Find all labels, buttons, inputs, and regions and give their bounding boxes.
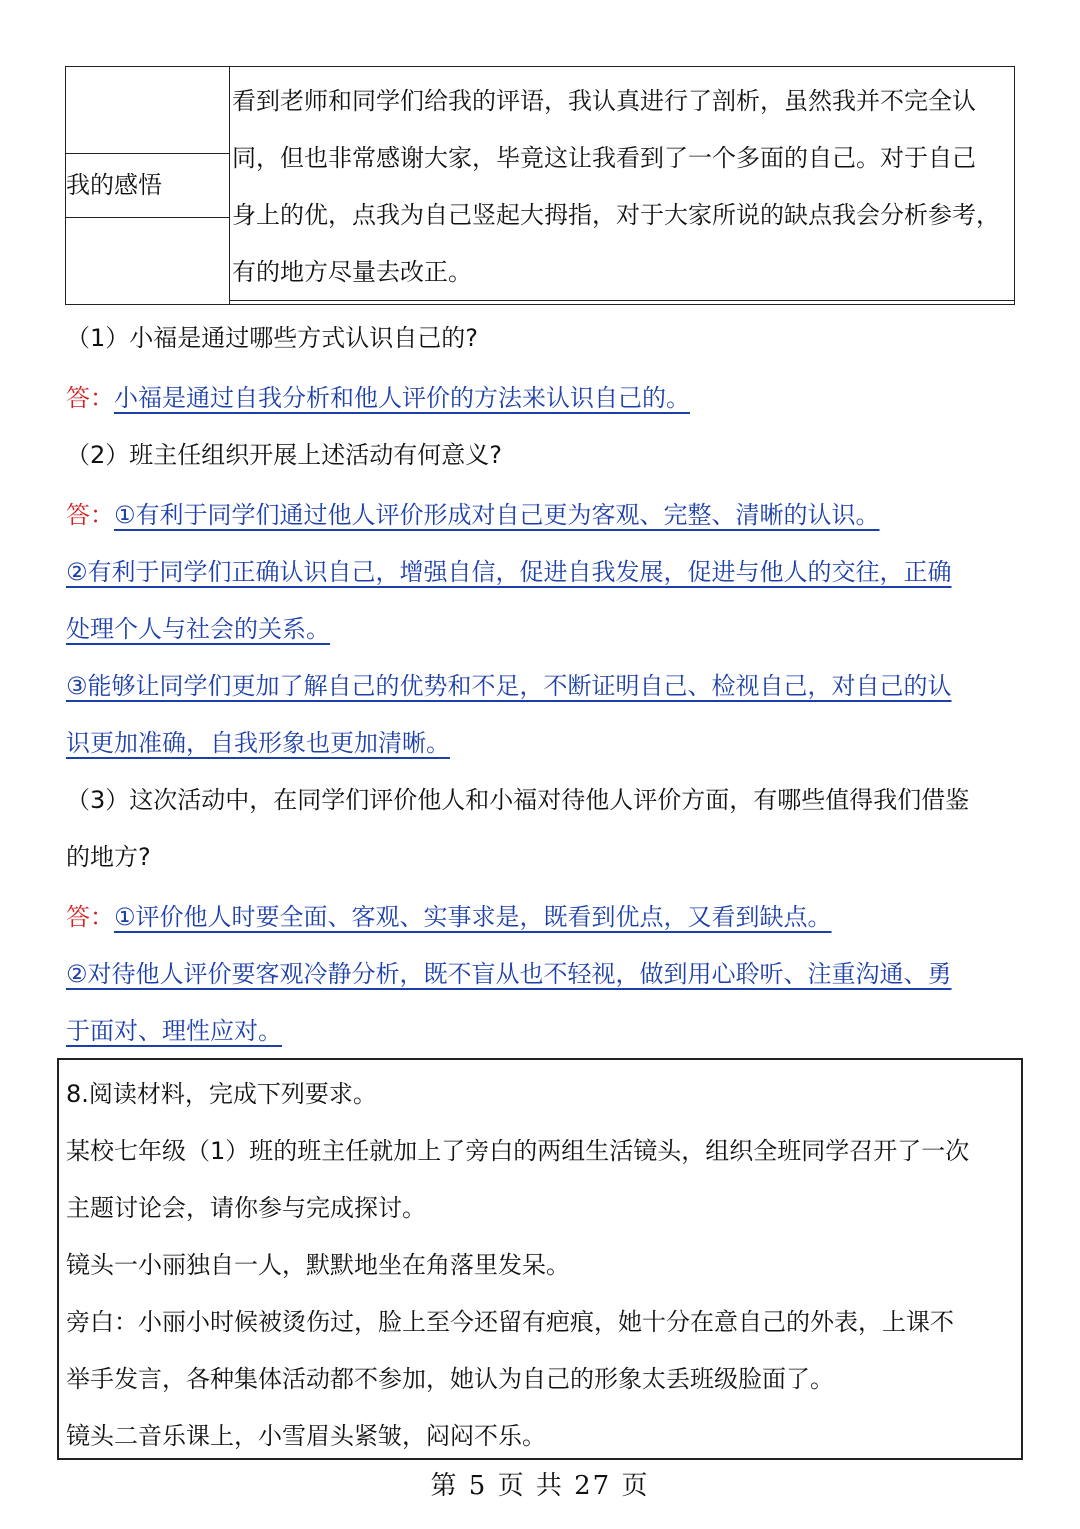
answer-2-line: 处理个人与社会的关系。 — [66, 615, 330, 643]
answer-label: 答： — [66, 501, 114, 529]
table-label: 我的感悟 — [66, 171, 162, 199]
answer-text: ①有利于同学们通过他人评价形成对自己更为客观、完整、清晰的认识。 — [114, 501, 880, 529]
question-3-line: 的地方? — [66, 843, 151, 871]
answer-text: 小福是通过自我分析和他人评价的方法来认识自己的。 — [114, 384, 690, 412]
material-line: 举手发言，各种集体活动都不参加，她认为自己的形象太丢班级脸面了。 — [66, 1365, 834, 1393]
answer-label: 答： — [66, 903, 114, 931]
answer-3-line: ②对待他人评价要客观冷静分析，既不盲从也不轻视，做到用心聆听、注重沟通、勇 — [66, 960, 952, 988]
answer-text: ①评价他人时要全面、客观、实事求是，既看到优点，又看到缺点。 — [114, 903, 832, 931]
table-content-line: 同，但也非常感谢大家，毕竟这让我看到了一个多面的自己。对于自己 — [232, 144, 976, 172]
question-1: （1）小福是通过哪些方式认识自己的? — [66, 324, 479, 352]
material-line: 主题讨论会，请你参与完成探讨。 — [66, 1194, 426, 1222]
answer-label: 答： — [66, 384, 114, 412]
material-line: 镜头一小丽独自一人，默默地坐在角落里发呆。 — [66, 1251, 570, 1279]
answer-3-line — [66, 902, 832, 932]
answer-1 — [66, 383, 690, 413]
material-line: 镜头二音乐课上，小雪眉头紧皱，闷闷不乐。 — [66, 1422, 546, 1450]
table-content-line: 看到老师和同学们给我的评语，我认真进行了剖析，虽然我并不完全认 — [232, 87, 976, 115]
table-divider — [65, 217, 230, 218]
answer-2-line — [66, 500, 880, 530]
answer-2-line: 识更加准确，自我形象也更加清晰。 — [66, 729, 450, 757]
answer-2-line: ②有利于同学们正确认识自己，增强自信，促进自我发展，促进与他人的交往，正确 — [66, 558, 952, 586]
answer-3-line: 于面对、理性应对。 — [66, 1017, 282, 1045]
question-3-line: （3）这次活动中，在同学们评价他人和小福对待他人评价方面，有哪些值得我们借鉴 — [66, 786, 970, 814]
table-content-line: 身上的优，点我为自己竖起大拇指，对于大家所说的缺点我会分析参考， — [232, 201, 1000, 229]
question-2: （2）班主任组织开展上述活动有何意义? — [66, 441, 503, 469]
material-line: 某校七年级（1）班的班主任就加上了旁白的两组生活镜头，组织全班同学召开了一次 — [66, 1137, 970, 1165]
answer-2-line: ③能够让同学们更加了解自己的优势和不足，不断证明自己、检视自己，对自己的认 — [66, 672, 952, 700]
table-content-line: 有的地方尽量去改正。 — [232, 258, 472, 286]
material-line: 8.阅读材料，完成下列要求。 — [66, 1080, 377, 1108]
material-line: 旁白：小丽小时候被烫伤过，脸上至今还留有疤痕，她十分在意自己的外表，上课不 — [66, 1308, 954, 1336]
table-divider — [65, 153, 230, 154]
page-number: 第 5 页 共 27 页 — [430, 1471, 650, 1501]
